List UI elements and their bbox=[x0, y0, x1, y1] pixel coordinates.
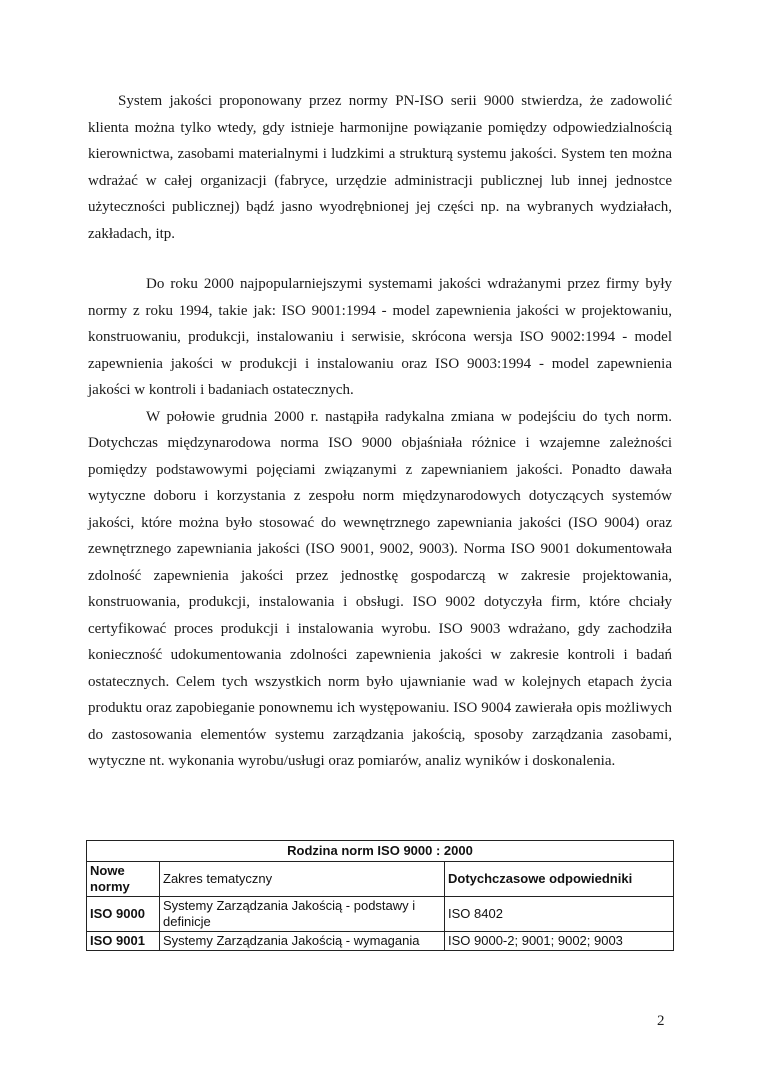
paragraph-december-2000: W połowie grudnia 2000 r. nastąpiła radykalna zmiana w podejściu do tych norm. Dotychczas międzynarodowa norma ISO 9000 objaśniała różnice i wzajemne zależności pomiędzy podstawowymi pojęciami związanymi z zapewnianiem jakości. Ponadto dawała wytyczne doboru i korzystania z zespołu norm międzynarodowych dotyczących systemów jakości, które można było stosować do wewnętrznego zapewniania jakości (ISO 9004) oraz zewnętrznego zapewniania jakości (ISO 9001, 9002, 9003). Norma ISO 9001 dokumentowała zdolność zapewnienia jakości przez jednostkę gospodarczą w zakresie projektowania, konstruowania, produkcji, instalowania i obsługi. ISO 9002 dotyczyła firm, które chciały certyfikować proces produkcji i instalowania wyrobu. ISO 9003 wdrażano, gdy zachodziła konieczność udokumentowania zdolności zapewnienia jakości w zakresie kontroli i badań ostatecznych. Celem tych wszystkich norm było ujawnianie wad w kolejnych etapach życia produktu oraz zapobieganie ponownemu ich występowaniu. ISO 9004 zawierała opis możliwych do zastosowania elementów systemu zarządzania jakością, sposoby zarządzania zasobami, wytyczne nt. wykonania wyrobu/usługi oraz pomiarów, analiz wyników i doskonalenia. bbox=[88, 408, 672, 769]
table-row bbox=[87, 932, 674, 951]
table-cell-equivalent: ISO 8402 bbox=[445, 897, 674, 932]
table-cell-scope: Systemy Zarządzania Jakością - wymagania bbox=[160, 932, 445, 951]
table-header-row bbox=[87, 862, 674, 897]
table-cell-equivalent: ISO 9000-2; 9001; 9002; 9003 bbox=[445, 932, 674, 951]
iso-norms-table bbox=[86, 840, 674, 951]
table-title: Rodzina norm ISO 9000 : 2000 bbox=[87, 841, 674, 862]
table-row bbox=[87, 897, 674, 932]
header-previous-equivalents: Dotychczasowe odpowiedniki bbox=[445, 862, 674, 897]
header-scope: Zakres tematyczny bbox=[160, 862, 445, 897]
page-number: 2 bbox=[657, 1013, 665, 1029]
table-title-row bbox=[87, 841, 674, 862]
table-cell-scope: Systemy Zarządzania Jakością - podstawy i definicje bbox=[160, 897, 445, 932]
paragraph-norms-1994: Do roku 2000 najpopularniejszymi systemami jakości wdrażanymi przez firmy były normy z roku 1994, takie jak: ISO 9001:1994 - model zapewnienia jakości w projektowaniu, konstruowaniu, produkcji, instalowaniu i serwisie, skrócona wersja ISO 9002:1994 - model zapewnienia jakości w produkcji i instalowaniu oraz ISO 9003:1994 - model zapewnienia jakości w kontroli i badaniach ostatecznych. bbox=[88, 276, 672, 398]
table-cell-norm: ISO 9001 bbox=[87, 932, 160, 951]
table-cell-norm: ISO 9000 bbox=[87, 897, 160, 932]
header-new-norms: Nowe normy bbox=[87, 862, 160, 897]
document-body bbox=[88, 88, 672, 775]
paragraph-quality-system: System jakości proponowany przez normy PN-ISO serii 9000 stwierdza, że zadowolić klienta można tylko wtedy, gdy istnieje harmonijne powiązanie pomiędzy odpowiedzialnością kierownictwa, zasobami materialnymi i ludzkimi a strukturą systemu jakości. System ten można wdrażać w całej organizacji (fabryce, urzędzie administracji publicznej lub innej jednostce użyteczności publicznej) bądź jasno wyodrębnionej jej części np. na wybranych wydziałach, zakładach, itp. bbox=[88, 93, 672, 242]
